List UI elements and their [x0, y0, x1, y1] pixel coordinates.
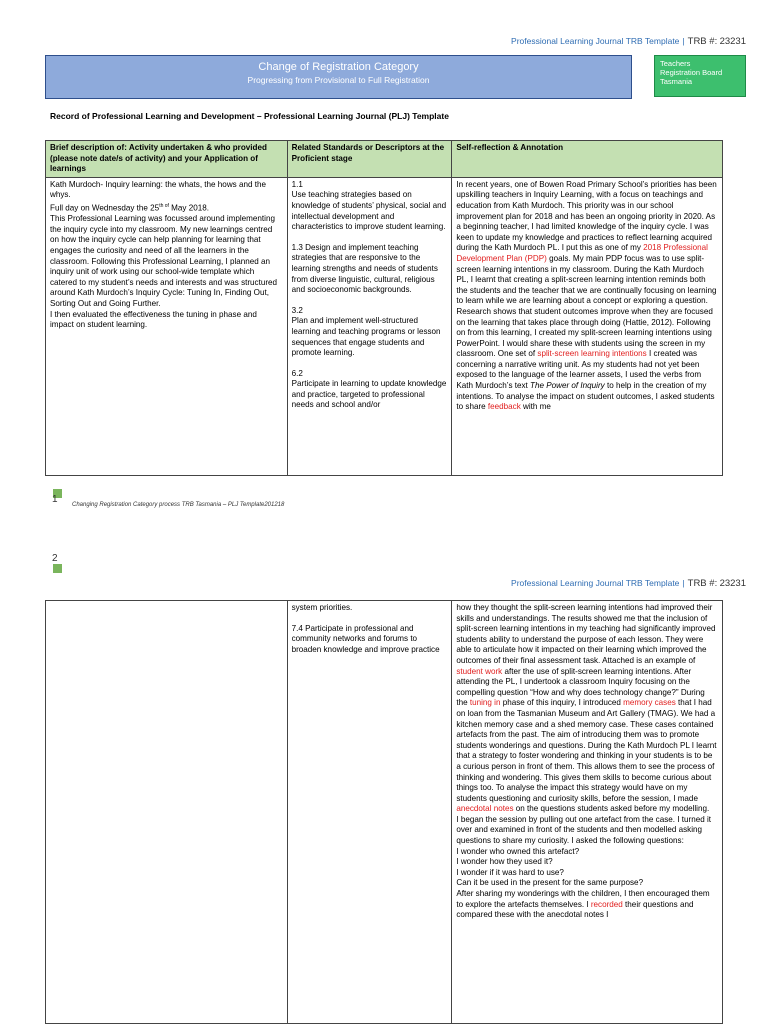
reflection-cell [452, 601, 723, 1024]
trb-logo [654, 55, 746, 97]
trb-number: 23231 [719, 578, 746, 589]
reflection-text-a1: how they thought the split-screen learning intentions had improved their skills and understandings. The results showed me that the inclusion of split-screen learning intentions in my teaching had significantly improved students ability to understand the purpose of each lesson. They were able to articulate how it impacted on their learning which improved the outcomes of their final assessment task. Attached is an example of [456, 603, 716, 665]
standards-cell [287, 601, 452, 1024]
standard-6-2-number: 6.2 [291, 368, 303, 378]
reflection-text-a5: on the questions students asked before my modelling. [513, 804, 710, 814]
header-activity: Brief description of: Activity undertaken & who provided (please note date/s of activity) and your Application of learnings [46, 141, 288, 178]
question-2: I wonder how they used it? [456, 857, 553, 867]
page-number-2: 2 [52, 553, 58, 564]
table-row [46, 177, 723, 475]
standard-3-2-number: 3.2 [291, 305, 303, 315]
anecdotal-notes-link[interactable]: anecdotal notes [456, 804, 514, 814]
header-separator: | [682, 36, 685, 46]
logo-line-1: Teachers [660, 59, 691, 68]
activity-cell-empty [46, 601, 288, 1024]
standard-7-4-text: 7.4 Participate in professional and community networks and forums to broaden knowledge and improve practice [291, 623, 440, 654]
reflection-text-a2: after the use of split-screen learning intentions. After attending the PL, I undertook a classroom Inquiry focusing on the compelling question “How and why does technology change?” During the [456, 666, 705, 708]
activity-title: Kath Murdoch- Inquiry learning: the whats, the hows and the whys. [50, 179, 266, 200]
table-row [46, 601, 723, 1024]
journal-label: Professional Learning Journal TRB Template [511, 578, 680, 588]
memory-cases-link[interactable]: memory cases [623, 698, 676, 708]
footer-note: Changing Registration Category process TRB Tasmania – PLJ Template201218 [72, 502, 285, 508]
reflection-text-4: to help in the creation of my intentions. To analyse the impact on student outcomes, I asked students to share [456, 381, 715, 412]
reflection-text-c2: their questions and compared these with the anecdotal notes I [456, 899, 694, 920]
reflection-text-c1: After sharing my wonderings with the children, I then encouraged them to explore the artefacts themselves. I [456, 889, 710, 909]
journal-label: Professional Learning Journal TRB Template [511, 36, 680, 46]
book-title: The Power of Inquiry [530, 381, 605, 391]
date-suffix: May 2018. [168, 203, 209, 213]
recorded-link[interactable]: recorded [590, 899, 623, 909]
page-header [511, 36, 746, 47]
split-screen-link[interactable]: split-screen learning intentions [537, 349, 647, 359]
date-text: Full day on Wednesday the 25 [50, 203, 160, 213]
activity-cell [46, 177, 288, 475]
banner-title: Change of Registration Category [258, 61, 419, 73]
header-separator: | [682, 578, 685, 588]
logo-line-2: Registration Board [660, 68, 723, 77]
plj-table [45, 140, 723, 476]
standard-6-2-text: Participate in learning to update knowledge and practice, targeted to professional needs and school and/or [291, 379, 447, 410]
header-reflection: Self-reflection & Annotation [452, 141, 723, 178]
standard-1-1-text: Use teaching strategies based on knowledge of students’ physical, social and intellectual development and characteristics to improve student learning. [291, 190, 447, 232]
standard-1-1-number: 1.1 [291, 179, 303, 189]
standards-cell [287, 177, 452, 475]
header-standards: Related Standards or Descriptors at the Proficient stage [287, 141, 452, 178]
feedback-link[interactable]: feedback [487, 402, 521, 412]
activity-date [50, 201, 283, 214]
activity-description: This Professional Learning was focussed around implementing the inquiry cycle into my classroom. My new learnings centred on how the inquiry cycle can help planning for learning that engages the curiosity and need of all the learners in the classroom. Following this Professional Learning, I planned an inquiry unit of work using our school-wide template which catered to my student’s needs and interests and was structured around Kath Murdoch’s Inquiry Cycle: Tuning In, Finding Out, Sorting Out and Going Further. [50, 214, 278, 308]
trb-label: TRB #: [687, 578, 718, 589]
reflection-text-2: goals. My main PDP focus was to use split-screen learning intentions in my classroom. During the Kath Murdoch PL, I learnt that creating a split-screen learning intention reminds both the students and the teacher that we are continually focusing on learning to learn while we are learning about a concept or exploring a question. Research shows that student outcomes improve when they are focused on the learning that takes place through doing (Hattie, 2012). Following on from this learning, I created my split-screen learning intentions using PowerPoint. I would share these with students using the screen in my classroom. One set of [456, 253, 717, 359]
session-description: I began the session by pulling out one artefact from the case. I turned it over and examined in front of the students and then modelled asking questions to share my curiosity. I asked the following questions: [456, 814, 712, 846]
standard-3-2-text: Plan and implement well-structured learning and teaching programs or lesson sequences that engage students and promote learning. [291, 316, 441, 358]
page-marker [53, 564, 62, 573]
question-3: I wonder if it was hard to use? [456, 867, 564, 877]
record-title: Record of Professional Learning and Development – Professional Learning Journal (PLJ) Template [50, 111, 449, 121]
plj-table-continued [45, 600, 723, 1024]
tuning-in-link[interactable]: tuning in [469, 698, 501, 708]
page-number-1: 1 [52, 494, 58, 505]
title-banner [45, 55, 632, 99]
date-sup: th of [159, 202, 169, 209]
reflection-text-a3: phase of this inquiry, I introduced [500, 698, 624, 708]
trb-number: 23231 [719, 36, 746, 47]
standard-6-2-continued: system priorities. [291, 603, 353, 612]
reflection-cell [452, 177, 723, 475]
logo-line-3: Tasmania [660, 77, 693, 86]
banner-subtitle: Progressing from Provisional to Full Registration [247, 75, 430, 85]
reflection-text-5: with me [520, 402, 551, 412]
trb-label: TRB #: [687, 36, 718, 47]
reflection-text-1: In recent years, one of Bowen Road Primary School’s priorities has been upskilling teachers in Inquiry Learning, with a focus on teachings and education from Kath Murdoch. This priority was in our school improvement plan for 2018 and has been an ongoing priority in 2020. As a beginning teacher, I had limited knowledge of the inquiry cycle. I was keen to update my knowledge and practices to reflect learning acquired during the Kath Murdoch PL. I put this as one of my [456, 179, 717, 253]
reflection-text-3: I created was concerning a narrative writing unit. As my students had not yet been exposed to the language of the learner assets, I used the verbs from Kath Murdoch’s text [456, 349, 702, 391]
page-header [511, 578, 746, 589]
pdp-link[interactable]: 2018 Professional Development Plan (PDP) [456, 243, 708, 263]
standard-1-3-text: 1.3 Design and implement teaching strategies that are responsive to the learning strengths and needs of students from diverse linguistic, cultural, religious and socioeconomic backgrounds. [291, 242, 438, 295]
question-4: Can it be used in the present for the same purpose? [456, 878, 644, 888]
activity-evaluation: I then evaluated the effectiveness the tuning in phase and impact on student learning. [50, 309, 257, 330]
reflection-text-a4: that I had on loan from the Tasmanian Museum and Art Gallery (TMAG). We had a kitchen memory case and a shed memory case. These cases contained artefacts from the past. The aim of introducing them was to promote students wonderings and questions. During the Kath Murdoch PL I learnt that a strategy to foster wondering and thinking in your students is to be a curious person in front of them. This allows them to see the process of thinking and wondering. This gives them skills to become curious about things too. To analyse the impact this strategy would have on my students questioning and curiosity skills, before the session, I made [456, 698, 717, 803]
student-work-link[interactable]: student work [456, 666, 503, 676]
table-header-row [46, 141, 723, 178]
question-1: I wonder who owned this artefact? [456, 846, 580, 856]
